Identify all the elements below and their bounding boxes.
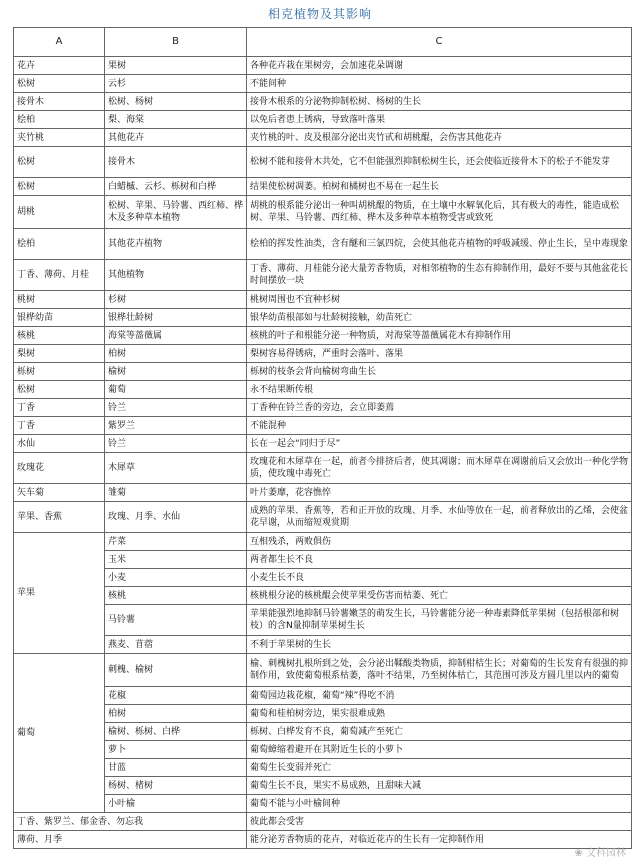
cell-plant-b: 小叶榆 xyxy=(105,795,247,813)
cell-effect: 叶片萎靡，花容憔悴 xyxy=(247,484,632,502)
cell-effect: 夹竹桃的叶、皮及根部分泌出夹竹甙和胡桃醌，会伤害其他花卉 xyxy=(247,129,632,147)
cell-plant-a: 栎树 xyxy=(14,363,105,381)
cell-plant-a: 胡桃 xyxy=(14,196,105,229)
cell-plant-a: 花卉 xyxy=(14,57,105,75)
cell-effect: 葡萄蟑缩着避开在其附近生长的小萝卜 xyxy=(247,741,632,759)
cell-plant-a: 松树 xyxy=(14,147,105,178)
cell-effect: 接骨木根系的分泌物抑制松树、杨树的生长 xyxy=(247,93,632,111)
table-row xyxy=(14,636,632,654)
cell-plant-b: 柏树 xyxy=(105,705,247,723)
header-a: A xyxy=(14,28,105,57)
cell-plant-a: 核桃 xyxy=(14,327,105,345)
cell-effect: 梨树容易得锈病，严重时会落叶、落果 xyxy=(247,345,632,363)
table-row xyxy=(14,417,632,435)
cell-effect: 不利于苹果树的生长 xyxy=(247,636,632,654)
table-row xyxy=(14,129,632,147)
cell-plant-a: 水仙 xyxy=(14,435,105,453)
cell-plant-b: 芹菜 xyxy=(105,533,247,551)
table-row xyxy=(14,435,632,453)
cell-plant-a: 松树 xyxy=(14,75,105,93)
cell-plant-b: 梨、海棠 xyxy=(105,111,247,129)
cell-effect: 能分泌芳香物质的花卉，对临近花卉的生长有一定抑制作用 xyxy=(247,831,632,849)
cell-effect: 葡萄不能与小叶榆间种 xyxy=(247,795,632,813)
cell-plant-b: 小麦 xyxy=(105,569,247,587)
document-title: 相克植物及其影响 xyxy=(267,7,372,21)
table-row xyxy=(14,831,632,849)
table-row xyxy=(14,399,632,417)
watermark-text: 文科园林 xyxy=(586,848,626,859)
cell-plant-b: 玫瑰、月季、水仙 xyxy=(105,502,247,533)
table-row xyxy=(14,93,632,111)
cell-effect: 小麦生长不良 xyxy=(247,569,632,587)
table-row xyxy=(14,795,632,813)
cell-effect: 玫瑰花和木犀草在一起，前者今排挤后者，使其凋谢；而木犀草在凋谢前后又会放出一种化学物质，使玫瑰中毒死亡 xyxy=(247,453,632,484)
table-row xyxy=(14,741,632,759)
cell-plant-group-wide: 丁香、紫罗兰、郁金香、勿忘我 xyxy=(14,813,247,831)
cell-plant-group-wide: 薄荷、月季 xyxy=(14,831,247,849)
cell-effect: 松树不能和接骨木共处，它不但能强烈抑制松树生长，还会使临近接骨木下的松子不能发芽 xyxy=(247,147,632,178)
cell-effect: 栎树的枝条会背向榆树弯曲生长 xyxy=(247,363,632,381)
cell-plant-b: 银桦壮龄树 xyxy=(105,309,247,327)
cell-effect: 不能混种 xyxy=(247,417,632,435)
cell-plant-b: 云杉 xyxy=(105,75,247,93)
cell-plant-b: 萝卜 xyxy=(105,741,247,759)
cell-plant-b: 甘蓝 xyxy=(105,759,247,777)
table-row xyxy=(14,345,632,363)
cell-plant-a: 丁香、薄荷、月桂 xyxy=(14,260,105,291)
table-row xyxy=(14,147,632,178)
cell-effect: 核桃根分泌的核桃醌会使苹果受伤害而枯萎、死亡 xyxy=(247,587,632,605)
cell-effect: 永不结果断传根 xyxy=(247,381,632,399)
table-row xyxy=(14,363,632,381)
cell-plant-b: 柏树 xyxy=(105,345,247,363)
cell-plant-a: 接骨木 xyxy=(14,93,105,111)
cell-effect: 苹果能强烈地抑制马铃薯嫩茎的萌发生长，马铃薯能分泌一种毒素降低苹果树（包括根部和树枝）的含N量抑制苹果树生长 xyxy=(247,605,632,636)
cell-plant-a: 夹竹桃 xyxy=(14,129,105,147)
cell-plant-b: 雏菊 xyxy=(105,484,247,502)
table-row xyxy=(14,723,632,741)
cell-effect: 桧柏的挥发性油类，含有醚和三氯四烷，会使其他花卉植物的呼吸减缓、停止生长，呈中毒现象 xyxy=(247,229,632,260)
table-row xyxy=(14,605,632,636)
cell-effect: 彼此都会受害 xyxy=(247,813,632,831)
cell-effect: 两者都生长不良 xyxy=(247,551,632,569)
cell-plant-a: 银桦幼苗 xyxy=(14,309,105,327)
cell-plant-b: 铃兰 xyxy=(105,435,247,453)
cell-plant-b: 马铃薯 xyxy=(105,605,247,636)
cell-plant-a: 苹果、香蕉 xyxy=(14,502,105,533)
cell-effect: 长在一起会“同归于尽” xyxy=(247,435,632,453)
cell-plant-a-group: 葡萄 xyxy=(14,654,105,813)
cell-plant-b: 刺槐、榆树 xyxy=(105,654,247,687)
cell-plant-b: 紫罗兰 xyxy=(105,417,247,435)
cell-plant-a: 丁香 xyxy=(14,417,105,435)
cell-plant-a: 桧柏 xyxy=(14,229,105,260)
table-row xyxy=(14,705,632,723)
table-row xyxy=(14,309,632,327)
cell-plant-a: 松树 xyxy=(14,381,105,399)
table-row xyxy=(14,327,632,345)
cell-plant-a: 梨树 xyxy=(14,345,105,363)
cell-effect: 结果使松树凋萎。柏树和橘树也不易在一起生长 xyxy=(247,178,632,196)
table-row xyxy=(14,111,632,129)
cell-plant-b: 杨树、楮树 xyxy=(105,777,247,795)
cell-effect: 成熟的苹果、香蕉等，若和正开放的玫瑰、月季、水仙等放在一起，前者释放出的乙烯，会使盆花早谢，从而缩短观赏期 xyxy=(247,502,632,533)
table-row xyxy=(14,381,632,399)
cell-effect: 不能间种 xyxy=(247,75,632,93)
cell-effect: 桃树周围也不宜种杉树 xyxy=(247,291,632,309)
table-row xyxy=(14,502,632,533)
table-row xyxy=(14,687,632,705)
table-row xyxy=(14,484,632,502)
header-row xyxy=(14,28,632,57)
table-row xyxy=(14,813,632,831)
table-row xyxy=(14,260,632,291)
cell-plant-b: 燕麦、苜蓿 xyxy=(105,636,247,654)
cell-plant-a: 桧柏 xyxy=(14,111,105,129)
cell-plant-a: 矢车菊 xyxy=(14,484,105,502)
cell-plant-b: 其他植物 xyxy=(105,260,247,291)
cell-plant-b: 榆树、栎树、白桦 xyxy=(105,723,247,741)
table-row xyxy=(14,759,632,777)
table-row xyxy=(14,229,632,260)
cell-plant-b: 松树、苹果、马铃薯、西红柿、桦木及多种草本植物 xyxy=(105,196,247,229)
cell-plant-b: 白蜡槭、云杉、栎树和白桦 xyxy=(105,178,247,196)
cell-effect: 葡萄和桂柏树旁边，果实很难成熟 xyxy=(247,705,632,723)
cell-effect: 各种花卉栽在果树旁，会加速花朵调谢 xyxy=(247,57,632,75)
cell-plant-b: 接骨木 xyxy=(105,147,247,178)
cell-effect: 葡萄生长变弱并死亡 xyxy=(247,759,632,777)
watermark-logo xyxy=(574,844,626,859)
cell-plant-b: 其他花卉 xyxy=(105,129,247,147)
table-row xyxy=(14,453,632,484)
cell-plant-a: 玫瑰花 xyxy=(14,453,105,484)
table-row xyxy=(14,777,632,795)
header-c: C xyxy=(247,28,632,57)
incompatible-plants-table xyxy=(13,27,632,849)
cell-plant-b: 果树 xyxy=(105,57,247,75)
cell-plant-a: 丁香 xyxy=(14,399,105,417)
table-row xyxy=(14,57,632,75)
cell-plant-b: 其他花卉植物 xyxy=(105,229,247,260)
table-row xyxy=(14,654,632,687)
table-row xyxy=(14,196,632,229)
table-row xyxy=(14,569,632,587)
table-row xyxy=(14,551,632,569)
cell-plant-b: 松树、杨树 xyxy=(105,93,247,111)
cell-effect: 银华幼苗根部如与壮龄树接触，幼苗死亡 xyxy=(247,309,632,327)
cell-effect: 栎树、白桦发育不良，葡萄减产至死亡 xyxy=(247,723,632,741)
cell-effect: 核桃的叶子和根能分泌一种物质，对海棠等蔷薇属花木有抑制作用 xyxy=(247,327,632,345)
table-row xyxy=(14,533,632,551)
table-row xyxy=(14,75,632,93)
cell-plant-b: 海棠等蔷薇属 xyxy=(105,327,247,345)
table-row xyxy=(14,291,632,309)
cell-plant-a-group: 苹果 xyxy=(14,533,105,654)
header-b: B xyxy=(105,28,247,57)
cell-plant-b: 杉树 xyxy=(105,291,247,309)
cell-plant-b: 核桃 xyxy=(105,587,247,605)
cell-plant-b: 葡萄 xyxy=(105,381,247,399)
cell-effect: 互相残杀，两败俱伤 xyxy=(247,533,632,551)
cell-plant-a: 桃树 xyxy=(14,291,105,309)
table-row xyxy=(14,587,632,605)
cell-effect: 葡萄园边栽花椒，葡萄“辣”得吃不消 xyxy=(247,687,632,705)
table-row xyxy=(14,178,632,196)
cell-plant-b: 玉米 xyxy=(105,551,247,569)
cell-effect: 榆、刺槐树扎根所到之处，会分泌出鞣酸类物质，抑制柑桔生长；对葡萄的生长发育有很强的抑制作用，致使葡萄根系枯萎，落叶不结果，乃至树体枯亡，其范围可涉及方圆几里以内的葡萄 xyxy=(247,654,632,687)
cell-effect: 胡桃的根系能分泌出一种叫胡桃醌的物质，在土壤中水解氧化后，其有极大的毒性，能造成松树、苹果、马铃薯、西红柿、桦木及多种草本植物受害或致死 xyxy=(247,196,632,229)
cell-effect: 丁香、薄荷、月桂能分泌大量芳香物质，对相邻植物的生态有抑制作用，最好不要与其他盆花长时间摆放一块 xyxy=(247,260,632,291)
cell-plant-b: 花椒 xyxy=(105,687,247,705)
cell-plant-a: 松树 xyxy=(14,178,105,196)
wechat-icon: ❀ xyxy=(574,848,583,859)
cell-effect: 丁香种在铃兰香的旁边，会立即萎蔫 xyxy=(247,399,632,417)
cell-plant-b: 木犀草 xyxy=(105,453,247,484)
cell-plant-b: 榆树 xyxy=(105,363,247,381)
cell-plant-b: 铃兰 xyxy=(105,399,247,417)
cell-effect: 以免后者患上锈病，导致落叶落果 xyxy=(247,111,632,129)
cell-effect: 葡萄生长不良，果实不易成熟，且甜味大减 xyxy=(247,777,632,795)
